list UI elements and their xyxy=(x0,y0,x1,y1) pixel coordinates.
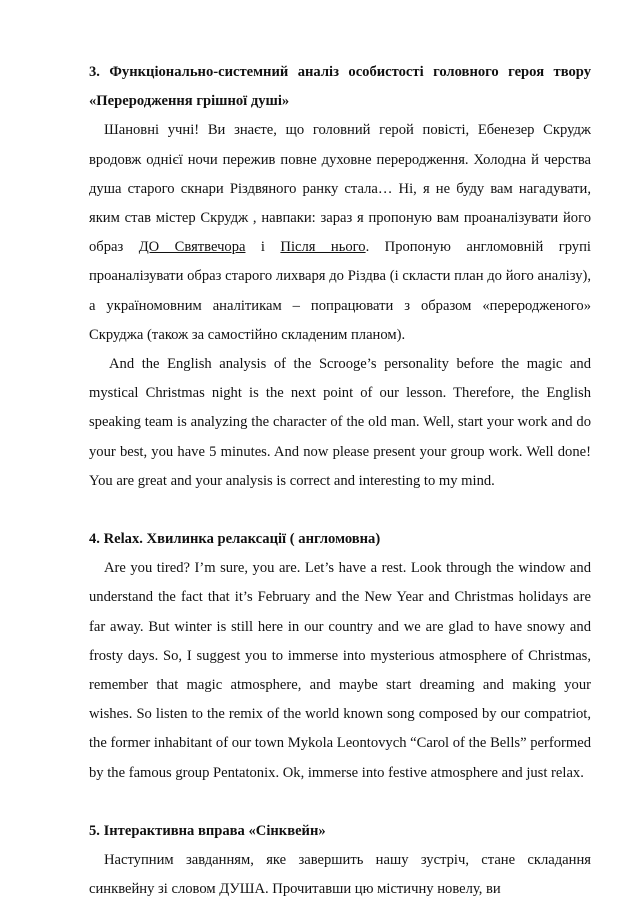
section-spacer xyxy=(89,496,591,525)
section-3-text-and: і xyxy=(245,239,281,256)
section-4-heading: 4. Relax. Хвилинка релаксації ( англомовна) xyxy=(89,531,381,548)
section-4-paragraph: Are you tired? I’m sure, you are. Let’s have a rest. Look through the window and understand the fact that it’s February and the New Year and Christmas holidays are far away. But winter is still here in our country and we are glad to have snowy and frosty days. So, I suggest you to immerse into mysterious atmosphere of Christmas, remember that magic atmosphere, and maybe start dreaming and making your wishes. So listen to the remix of the world known song composed by our compatriot, the former inhabitant of our town Mykola Leontovych “Carol of the Bells” performed by the famous group Pentatonix. Ok, immerse into festive atmosphere and just relax. xyxy=(89,560,591,781)
section-spacer xyxy=(89,788,591,817)
document-page xyxy=(89,58,591,904)
section-3-text-part2: . Пропоную англомовній групі проаналізувати образ старого лихваря до Різдва (і скласти план до його аналізу), а україномовним аналітикам – попрацювати з образом «переродженого» Скруджа (також за самостійно складеним планом). xyxy=(89,239,591,343)
section-3-heading: 3. Функціонально-системний аналіз особистості головного героя твору «Переродження грішної душі» xyxy=(89,64,591,110)
link-after-christmas-eve: Після нього xyxy=(280,239,366,256)
section-5-heading: 5. Інтерактивна вправа «Сінквейн» xyxy=(89,822,326,839)
section-3-paragraph-ukrainian xyxy=(89,116,591,350)
link-before-christmas-eve: ДО Святвечора xyxy=(138,239,246,256)
section-3-paragraph-english: And the English analysis of the Scrooge’s personality before the magic and mystical Christmas night is the next point of our lesson. Therefore, the English speaking team is analyzing the character of the old man. Well, start your work and do your best, you have 5 minutes. And now please present your group work. Well done! You are great and your analysis is correct and interesting to my mind. xyxy=(89,356,591,489)
section-3-text-part1: Шановні учні! Ви знаєте, що головний герой повісті, Ебенезер Скрудж вродовж однієї ночи пережив повне духовне переродження. Холодна й черства душа старого скнари Різдвяного ранку стала… Ні, я не буду вам нагадувати, яким став містер Скрудж , навпаки: зараз я пропоную вам проаналізувати його образ xyxy=(89,122,591,256)
section-5-paragraph: Наступним завданням, яке завершить нашу зустріч, стане складання синквейну зі словом ДУША. Прочитавши цю містичну новелу, ви xyxy=(89,852,591,898)
